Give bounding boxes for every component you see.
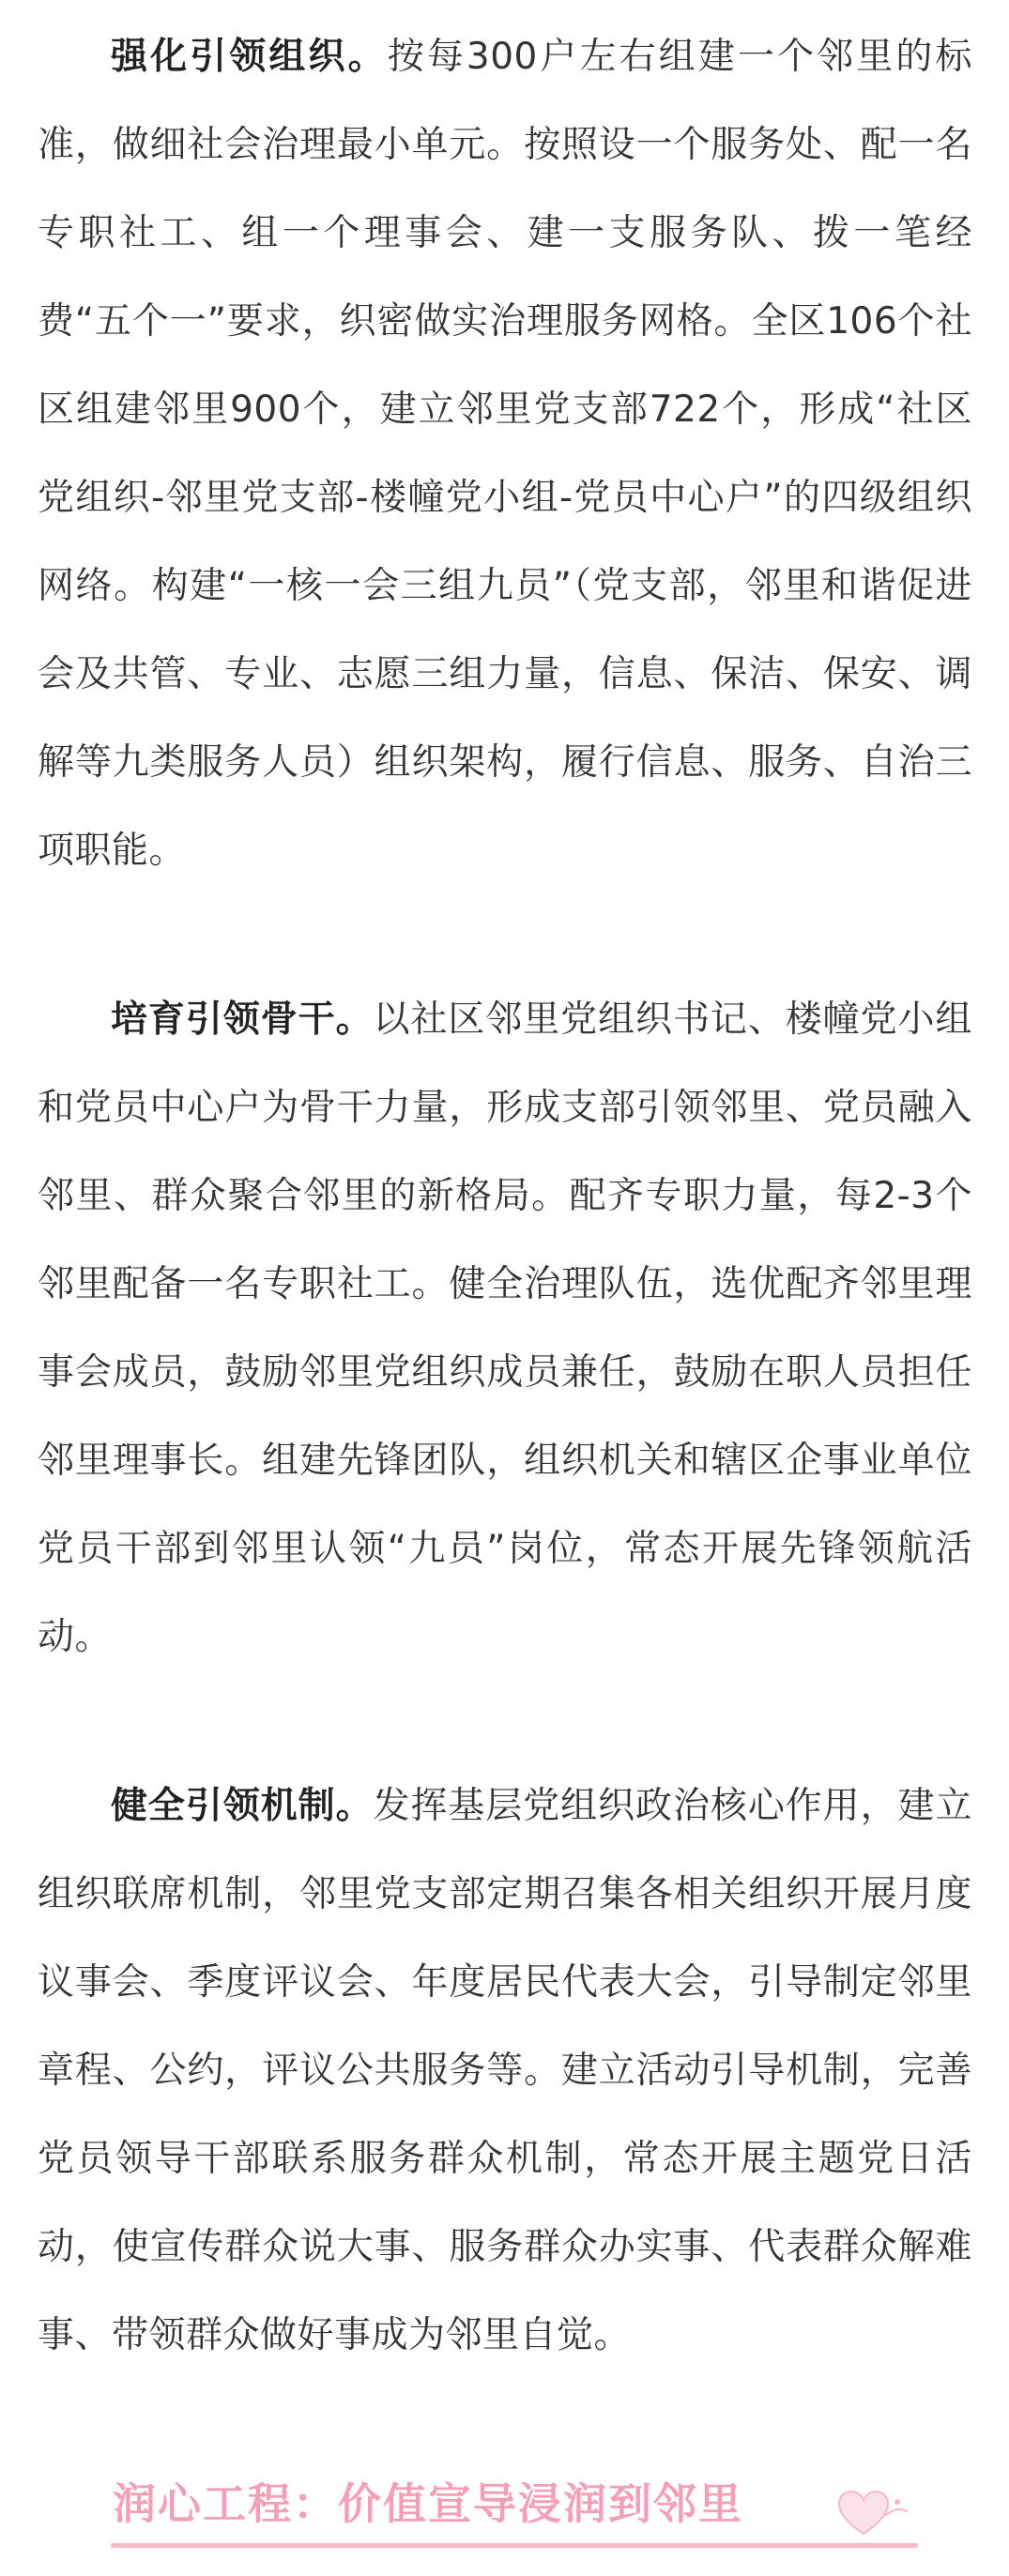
paragraph-backbone [38,976,972,1682]
section-heading-underline [111,2543,918,2548]
paragraph-text: 以社区邻里党组织书记、楼幢党小组和党员中心户为骨干力量，形成支部引领邻里、党员融入邻里、群众聚合邻里的新格局。配齐专职力量，每2-3个邻里配备一名专职社工。健全治理队伍，选优配齐邻里理事会成员，鼓励邻里党组织成员兼任，鼓励在职人员担任邻里理事长。组建先锋团队，组织机关和辖区企事业单位党员干部到邻里认领“九员”岗位，常态开展先锋领航活动。 [38,998,972,1658]
paragraph-lead: 强化引领组织。 [111,36,388,78]
paragraph-lead: 培育引领骨干。 [111,998,374,1041]
section-heading-text: 润心工程：价值宣导浸润到邻里 [113,2478,743,2529]
paragraph-organization [38,13,972,895]
paragraph-text: 发挥基层党组织政治核心作用，建立组织联席机制，邻里党支部定期召集各相关组织开展月度议事会、季度评议会、年度居民代表大会，引导制定邻里章程、公约，评议公共服务等。建立活动引导机制，完善党员领导干部联系服务群众机制，常态开展主题党日活动，使宣传群众说大事、服务群众办实事、代表群众解难事、带领群众做好事成为邻里自觉。 [38,1785,972,2356]
article-body [38,13,972,2380]
section-heading [113,2466,901,2541]
paragraph-lead: 健全引领机制。 [111,1785,374,1827]
heart-icon [835,2487,909,2539]
paragraph-mechanism [38,1762,972,2380]
paragraph-text: 按每300户左右组建一个邻里的标准，做细社会治理最小单元。按照设一个服务处、配一名专职社工、组一个理事会、建一支服务队、拨一笔经费“五个一”要求，织密做实治理服务网格。全区106个社区组建邻里900个，建立邻里党支部722个，形成“社区党组织-邻里党支部-楼幢党小组-党员中心户”的四级组织网络。构建“一核一会三组九员”（党支部，邻里和谐促进会及共管、专业、志愿三组力量，信息、保洁、保安、调解等九类服务人员）组织架构，履行信息、服务、自治三项职能。 [38,36,972,872]
